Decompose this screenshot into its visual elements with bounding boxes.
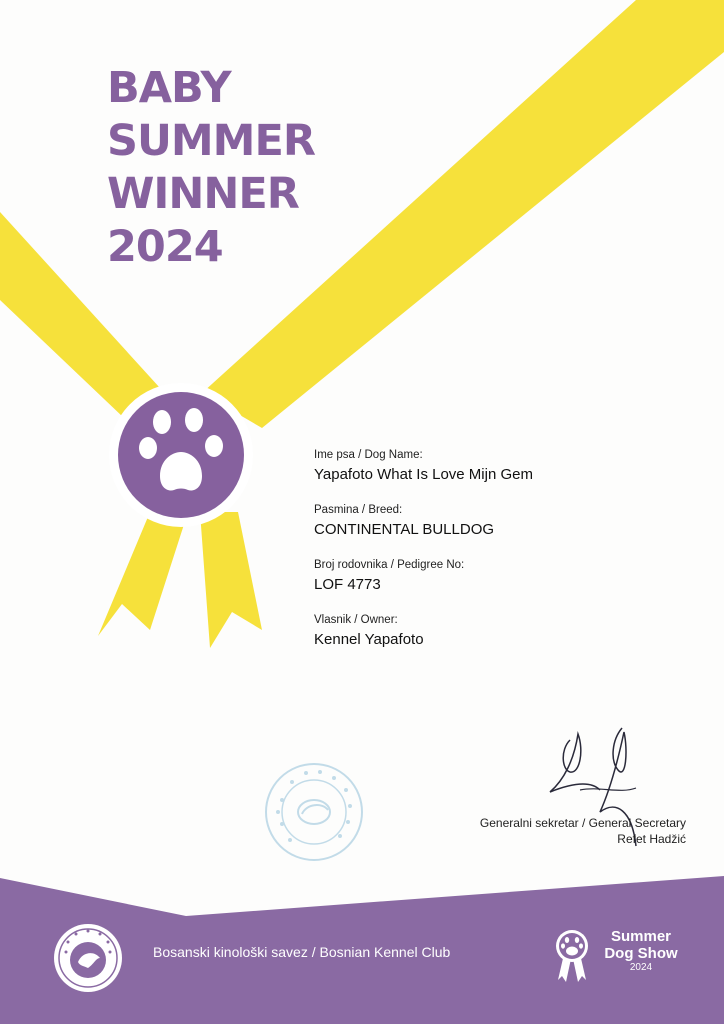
owner-label: Vlasnik / Owner: <box>314 614 398 626</box>
secretary-block <box>480 815 686 847</box>
certificate-title <box>107 62 427 274</box>
show-title-line2: Dog Show <box>604 945 678 962</box>
dog-name-value: Yapafoto What Is Love Mijn Gem <box>314 466 533 483</box>
title-line: BABY <box>107 63 231 113</box>
dog-details <box>314 448 694 668</box>
dog-name-label: Ime psa / Dog Name: <box>314 449 423 461</box>
title-line: SUMMER <box>107 116 315 166</box>
kennel-club-name: Bosanski kinološki savez / Bosnian Kennel Club <box>153 944 451 960</box>
secretary-name: Refet Hadžić <box>617 832 686 846</box>
owner-field <box>314 613 694 650</box>
paw-icon <box>138 408 224 498</box>
title-line: WINNER <box>107 169 299 219</box>
kennel-club-logo <box>52 922 124 994</box>
show-title-line1: Summer <box>610 928 672 945</box>
secretary-role: Generalni sekretar / General Secretary <box>479 816 686 830</box>
breed-field <box>314 503 694 540</box>
official-stamp <box>262 760 366 864</box>
summer-dog-show-logo <box>552 926 592 986</box>
pedigree-field <box>314 558 694 595</box>
summer-dog-show-title <box>596 928 686 974</box>
owner-value: Kennel Yapafoto <box>314 631 424 648</box>
pedigree-value: LOF 4773 <box>314 576 381 593</box>
pedigree-label: Broj rodovnika / Pedigree No: <box>314 559 465 571</box>
title-line: 2024 <box>107 222 223 272</box>
breed-label: Pasmina / Breed: <box>314 504 403 516</box>
breed-value: CONTINENTAL BULLDOG <box>314 521 495 538</box>
show-year: 2024 <box>629 962 653 973</box>
dog-name-field <box>314 448 694 485</box>
